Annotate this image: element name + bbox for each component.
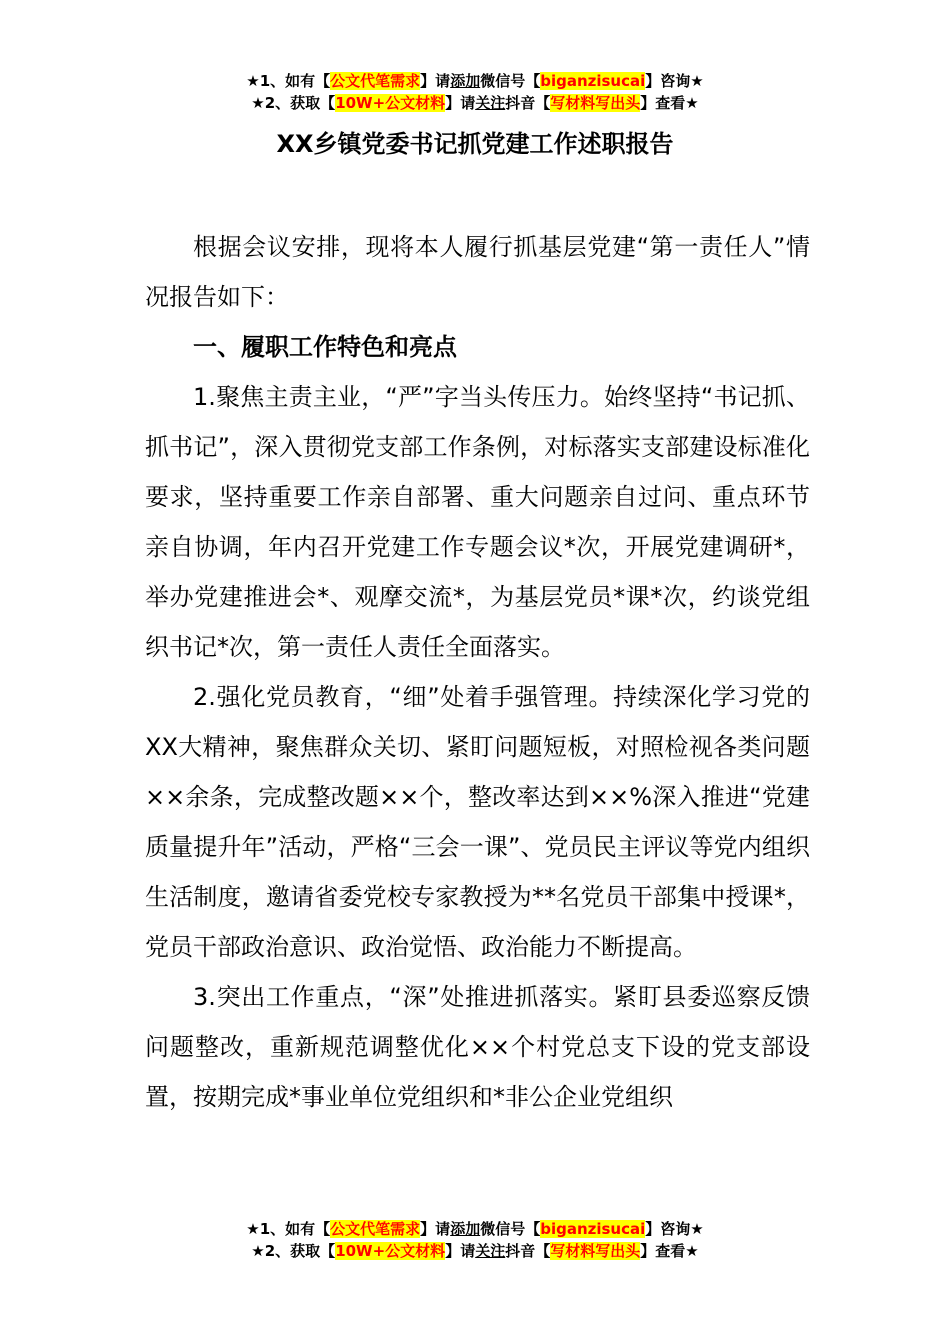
- promo-line-1: ★1、如有【公文代笔需求】请添加微信号【biganzisucai】咨询★: [246, 72, 704, 90]
- paragraph-3: 3.突出工作重点，“深”处推进抓落实。紧盯县委巡察反馈问题整改，重新规范调整优化××个村党总支下设的党支部设置，按期完成*事业单位党组织和*非公企业党组织: [145, 983, 810, 1111]
- document-title: XX乡镇党委书记抓党建工作述职报告: [276, 130, 674, 158]
- promo-line-2: ★2、获取【10W+公文材料】请关注抖音【写材料写出头】查看★: [251, 94, 699, 112]
- document-body: [145, 222, 810, 1122]
- paragraph-2: 2.强化党员教育，“细”处着手强管理。持续深化学习党的XX大精神，聚焦群众关切、紧盯问题短板，对照检视各类问题××余条，完成整改题××个，整改率达到××%深入推进“党建质量提升年”活动，严格“三会一课”、党员民主评议等党内组织生活制度，邀请省委党校专家教授为**名党员干部集中授课*，党员干部政治意识、政治觉悟、政治能力不断提高。: [145, 683, 810, 961]
- highlight-text: 公文代笔需求: [330, 1220, 421, 1238]
- promo-banner-top: [0, 70, 950, 114]
- wechat-id: biganzisucai: [540, 1220, 646, 1238]
- intro-paragraph: 根据会议安排，现将本人履行抓基层党建“第一责任人”情况报告如下：: [145, 233, 810, 311]
- promo-line-1: ★1、如有【公文代笔需求】请添加微信号【biganzisucai】咨询★: [246, 1220, 704, 1238]
- douyin-id: 写材料写出头: [550, 1242, 641, 1260]
- highlight-text: 10W+公文材料: [335, 1242, 446, 1260]
- douyin-id: 写材料写出头: [550, 94, 641, 112]
- highlight-text: 公文代笔需求: [330, 72, 421, 90]
- promo-banner-bottom: [0, 1218, 950, 1262]
- wechat-id: biganzisucai: [540, 72, 646, 90]
- promo-line-2: ★2、获取【10W+公文材料】请关注抖音【写材料写出头】查看★: [251, 1242, 699, 1260]
- highlight-text: 10W+公文材料: [335, 94, 446, 112]
- section-heading: 一、履职工作特色和亮点: [193, 333, 457, 361]
- paragraph-1: 1.聚焦主责主业，“严”字当头传压力。始终坚持“书记抓、抓书记”，深入贯彻党支部工作条例，对标落实支部建设标准化要求，坚持重要工作亲自部署、重大问题亲自过问、重点环节亲自协调，年内召开党建工作专题会议*次，开展党建调研*，举办党建推进会*、观摩交流*，为基层党员*课*次，约谈党组织书记*次，第一责任人责任全面落实。: [145, 383, 810, 661]
